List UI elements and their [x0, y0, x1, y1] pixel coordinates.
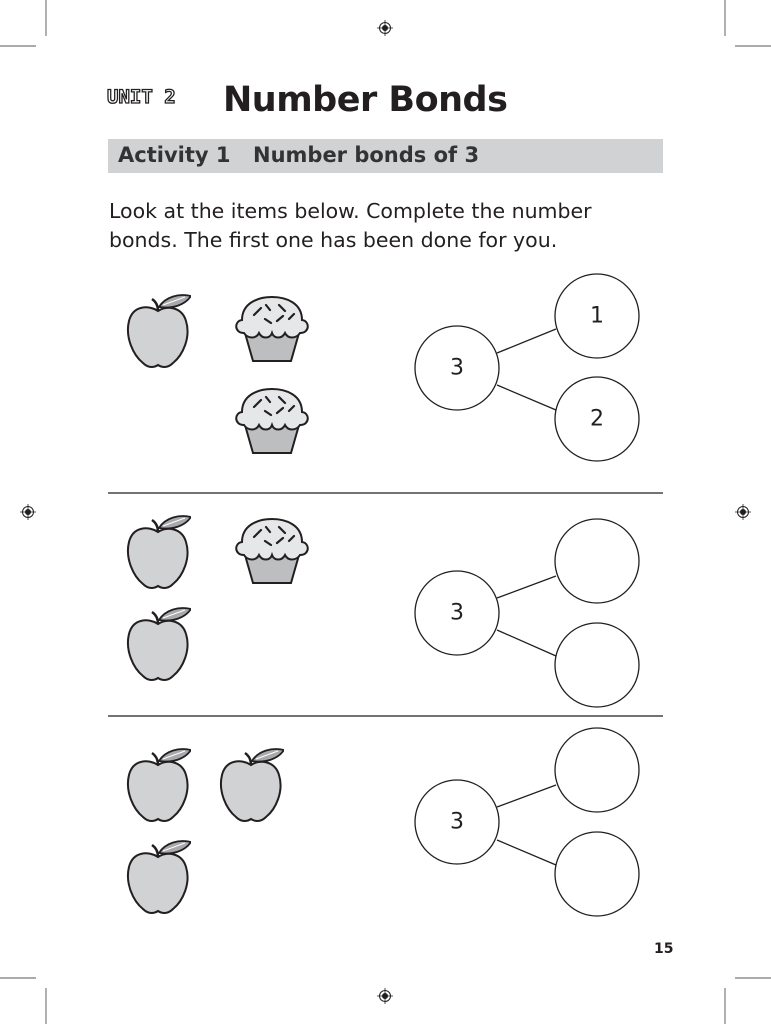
row-1: [128, 274, 639, 461]
part-circle[interactable]: [555, 832, 639, 916]
activity-label: Activity 1: [118, 143, 231, 167]
part-value: 1: [590, 303, 604, 329]
activity-title: Number bonds of 3: [253, 143, 480, 167]
registration-mark-icon: [377, 20, 393, 36]
unit-label: UNIT 2: [107, 86, 176, 108]
cupcake-icon: [236, 389, 308, 453]
apple-icon: [128, 841, 191, 913]
registration-mark-icon: [735, 504, 751, 520]
cupcake-icon: [236, 297, 308, 361]
apple-icon: [128, 608, 191, 680]
page-title: Number Bonds: [223, 80, 508, 120]
part-circle[interactable]: [555, 623, 639, 707]
registration-mark-icon: [20, 504, 36, 520]
apple-icon: [128, 749, 191, 821]
row-2: [128, 516, 639, 707]
instructions: Look at the items below. Complete the number bonds. The first one has been done for you.: [109, 199, 592, 252]
whole-value: 3: [450, 355, 464, 381]
part-value: 2: [590, 406, 604, 432]
part-circle[interactable]: [555, 519, 639, 603]
apple-icon: [221, 749, 284, 821]
part-circle[interactable]: [555, 728, 639, 812]
cupcake-icon: [236, 519, 308, 583]
apple-icon: [128, 295, 191, 367]
whole-value: 3: [450, 809, 464, 835]
registration-mark-icon: [377, 988, 393, 1004]
whole-value: 3: [450, 600, 464, 626]
row-3: [128, 728, 639, 916]
apple-icon: [128, 516, 191, 588]
page-number: 15: [654, 941, 674, 957]
